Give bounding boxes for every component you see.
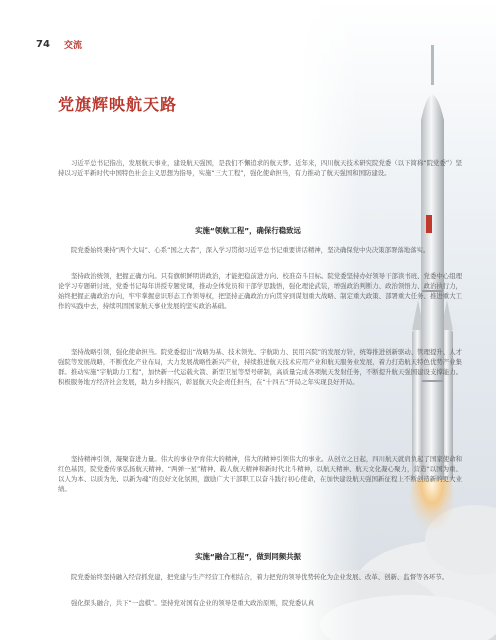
- section1-paragraph-1: 院党委始终秉持“两个大局”、心系“国之大者”，深入学习贯彻习近平总书记重要讲话精神，坚决确保党中央决策部署落地落实。: [71, 246, 430, 254]
- rocket-launch-image: [300, 0, 496, 640]
- section-heading-1-text: 实施“领航工程”，确保行稳致远: [195, 226, 301, 235]
- section2-paragraph-2: 强化探头融合，共下“一盘棋”。坚持党对国有企业的领导是重大政治原则，院党委认真: [71, 599, 315, 607]
- intro-paragraph: 习近平总书记指出，发展航天事业，建设航天强国，是我们不懈追求的航天梦。近年来，四川航天技术研究院党委（以下简称“院党委”）坚持以习近平新时代中国特色社会主义思想为指导，实施“三大工程”，强化使命担当，有力推动了航天强国和国防建设。: [58, 159, 462, 178]
- section2-paragraph-1: 院党委始终坚持融入经营抓党建，把党建与生产经营工作相结合，着力把党的领导优势转化为企业发展、改革、创新、监督等各环节。: [71, 573, 449, 581]
- section-heading-1: [0, 225, 496, 236]
- page-header: [36, 38, 82, 51]
- section1-paragraph-4: 坚持精神引领，凝聚奋进力量。伟大的事业孕育伟大的精神，伟大的精神引领伟大的事业。从创立之日起，四川航天就肩负起了国家使命和红色基因，院党委传承弘扬航天精神、“两弹一星”精神、载人航天精神和新时代北斗精神，以航天精神、航天文化凝心聚力，营造“以国为重、以人为本、以质为先、以新为魂”的良好文化氛围，激励广大干部职工以奋斗践行初心使命，在加快建设航天强国新征程上不断创造新的更大业绩。: [58, 455, 462, 494]
- section1-paragraph-2: 坚持政治统领，把握正确方向。只有旗帜鲜明讲政治，才能把稳前进方向、校准奋斗目标。院党委坚持办好领导干部读书班、党委中心组理论学习专题研讨班，党委书记每年讲授专题党课，推动全体党员和干部学思践悟，强化理论武装，增强政治判断力、政治领悟力、政治执行力，始终把握正确政治方向，牢牢掌握意识形态工作领导权，把坚持正确政治方向贯穿到谋划重大战略、制定重大政策、部署重大任务、推进重大工作的实践中去，持续巩固国家航天事业发展的坚实政治基础。: [58, 272, 462, 311]
- section-tag: 交流: [64, 41, 83, 51]
- section-heading-2-text: 实施“融合工程”，做到同频共振: [195, 552, 301, 561]
- section1-paragraph-3: 坚持战略引领，强化使命担当。院党委提出“战略为基、技术领先、宇航助力、民用兴院”的发展方针，统筹推进创新驱动、管理提升、人才强院等发展战略，不断优化产业布局，大力发展战略性新兴产业，持续推进航天技术应用产业和航天服务业发展，着力打造航天特色优势产业集群。推动实施“宇航助力工程”，加快新一代运载火箭、新型卫星等型号研制，高质量完成各项航天发射任务，不断提升航天强国建设支撑能力。积极服务地方经济社会发展，助力乡村振兴，彰显航天央企责任担当，在“十四五”开局之年实现良好开局。: [58, 348, 462, 387]
- page-number: 74: [36, 39, 50, 50]
- article-title: 党旗辉映航天路: [58, 95, 178, 114]
- section-heading-2: [0, 551, 496, 562]
